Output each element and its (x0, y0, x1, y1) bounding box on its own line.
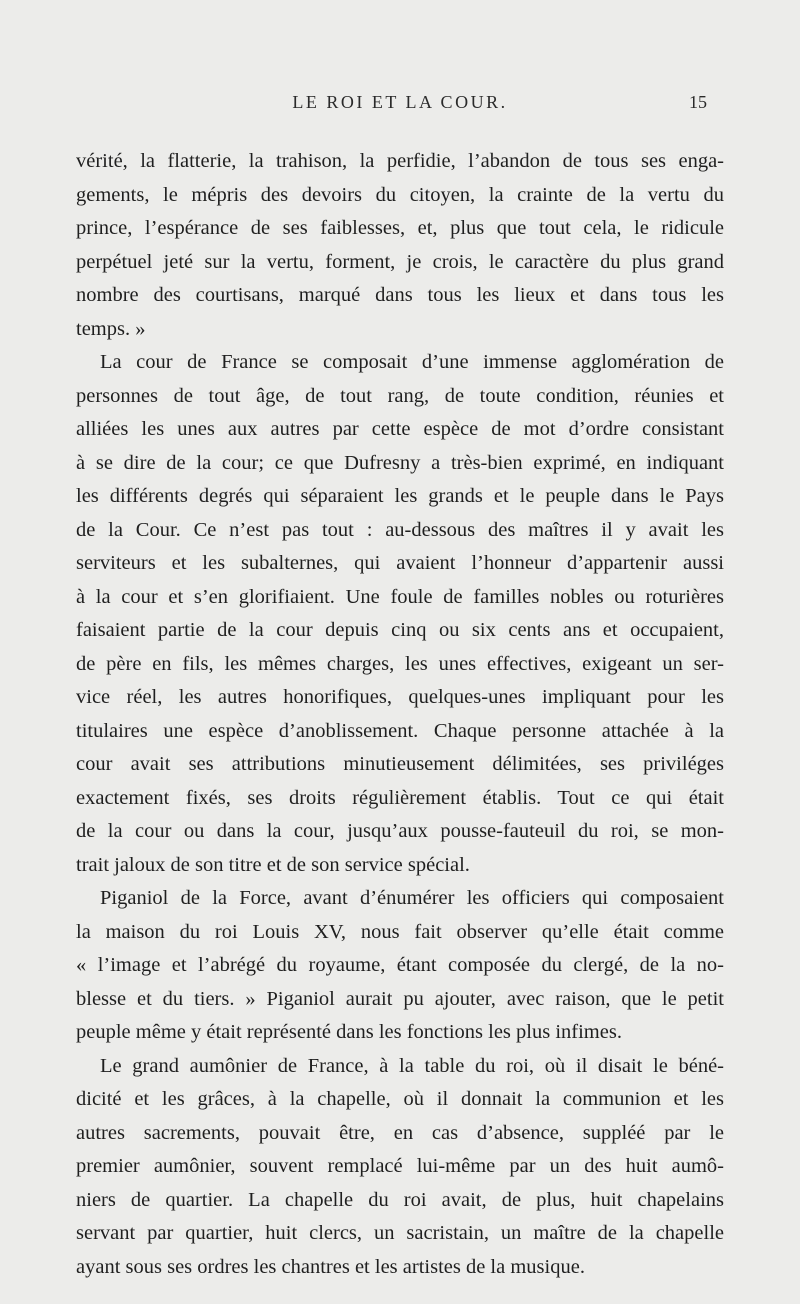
text-line: trait jaloux de son titre et de son service spécial. (76, 853, 470, 876)
page-number: 15 (689, 92, 707, 112)
text-line: les différents degrés qui séparaient les grands et le peuple dans le Pays (76, 485, 724, 507)
text-line: dicité et les grâces, à la chapelle, où il donnait la communion et les (76, 1088, 724, 1110)
text-line: temps. » (76, 317, 146, 340)
text-line: Piganiol de la Force, avant d’énumérer les officiers qui composaient (100, 887, 724, 909)
text-line: perpétuel jeté sur la vertu, forment, je crois, le caractère du plus grand (76, 250, 724, 273)
body-text (76, 145, 724, 1284)
text-line: La cour de France se composait d’une immense agglomération de (100, 351, 724, 373)
text-line: blesse et du tiers. » Piganiol aurait pu ajouter, avec raison, que le petit (76, 987, 724, 1010)
text-line: vice réel, les autres honorifiques, quelques-unes impliquant pour les (76, 686, 724, 708)
text-line: de la Cour. Ce n’est pas tout : au-dessous des maîtres il y avait les (76, 518, 724, 541)
text-line: à se dire de la cour; ce que Dufresny a très-bien exprimé, en indiquant (76, 451, 724, 474)
text-line: Le grand aumônier de France, à la table du roi, où il disait le béné- (100, 1054, 724, 1077)
text-line: de père en fils, les mêmes charges, les unes effectives, exigeant un ser- (76, 652, 724, 675)
text-line: faisaient partie de la cour depuis cinq ou six cents ans et occupaient, (76, 619, 724, 641)
text-line: cour avait ses attributions minutieusement délimitées, ses priviléges (76, 753, 724, 775)
text-line: titulaires une espèce d’anoblissement. Chaque personne attachée à la (76, 719, 724, 742)
text-line: vérité, la flatterie, la trahison, la perfidie, l’abandon de tous ses enga- (76, 150, 724, 172)
text-line: la maison du roi Louis XV, nous fait observer qu’elle était comme (76, 920, 724, 943)
running-title: LE ROI ET LA COUR. (292, 92, 508, 112)
text-line: alliées les unes aux autres par cette espèce de mot d’ordre consistant (76, 418, 724, 440)
text-line: personnes de tout âge, de tout rang, de toute condition, réunies et (76, 384, 724, 407)
text-line: serviteurs et les subalternes, qui avaient l’honneur d’appartenir aussi (76, 552, 724, 574)
text-line: ayant sous ses ordres les chantres et les artistes de la musique. (76, 1255, 585, 1278)
text-line: niers de quartier. La chapelle du roi avait, de plus, huit chapelains (76, 1188, 724, 1211)
text-line: premier aumônier, souvent remplacé lui-même par un des huit aumô- (76, 1155, 724, 1177)
text-line: autres sacrements, pouvait être, en cas d’absence, suppléé par le (76, 1121, 724, 1144)
text-line: exactement fixés, ses droits régulièrement établis. Tout ce qui était (76, 786, 724, 809)
text-line: prince, l’espérance de ses faiblesses, et, plus que tout cela, le ridicule (76, 217, 724, 239)
text-line: à la cour et s’en glorifiaient. Une foule de familles nobles ou roturières (76, 585, 724, 608)
text-line: « l’image et l’abrégé du royaume, étant composée du clergé, de la no- (76, 954, 724, 976)
page-header (0, 92, 800, 122)
text-line: gements, le mépris des devoirs du citoyen, la crainte de la vertu du (76, 183, 724, 206)
text-line: peuple même y était représenté dans les fonctions les plus infimes. (76, 1021, 622, 1043)
text-line: de la cour ou dans la cour, jusqu’aux pousse-fauteuil du roi, se mon- (76, 820, 724, 842)
text-line: servant par quartier, huit clercs, un sacristain, un maître de la chapelle (76, 1222, 724, 1244)
text-line: nombre des courtisans, marqué dans tous les lieux et dans tous les (76, 284, 724, 306)
